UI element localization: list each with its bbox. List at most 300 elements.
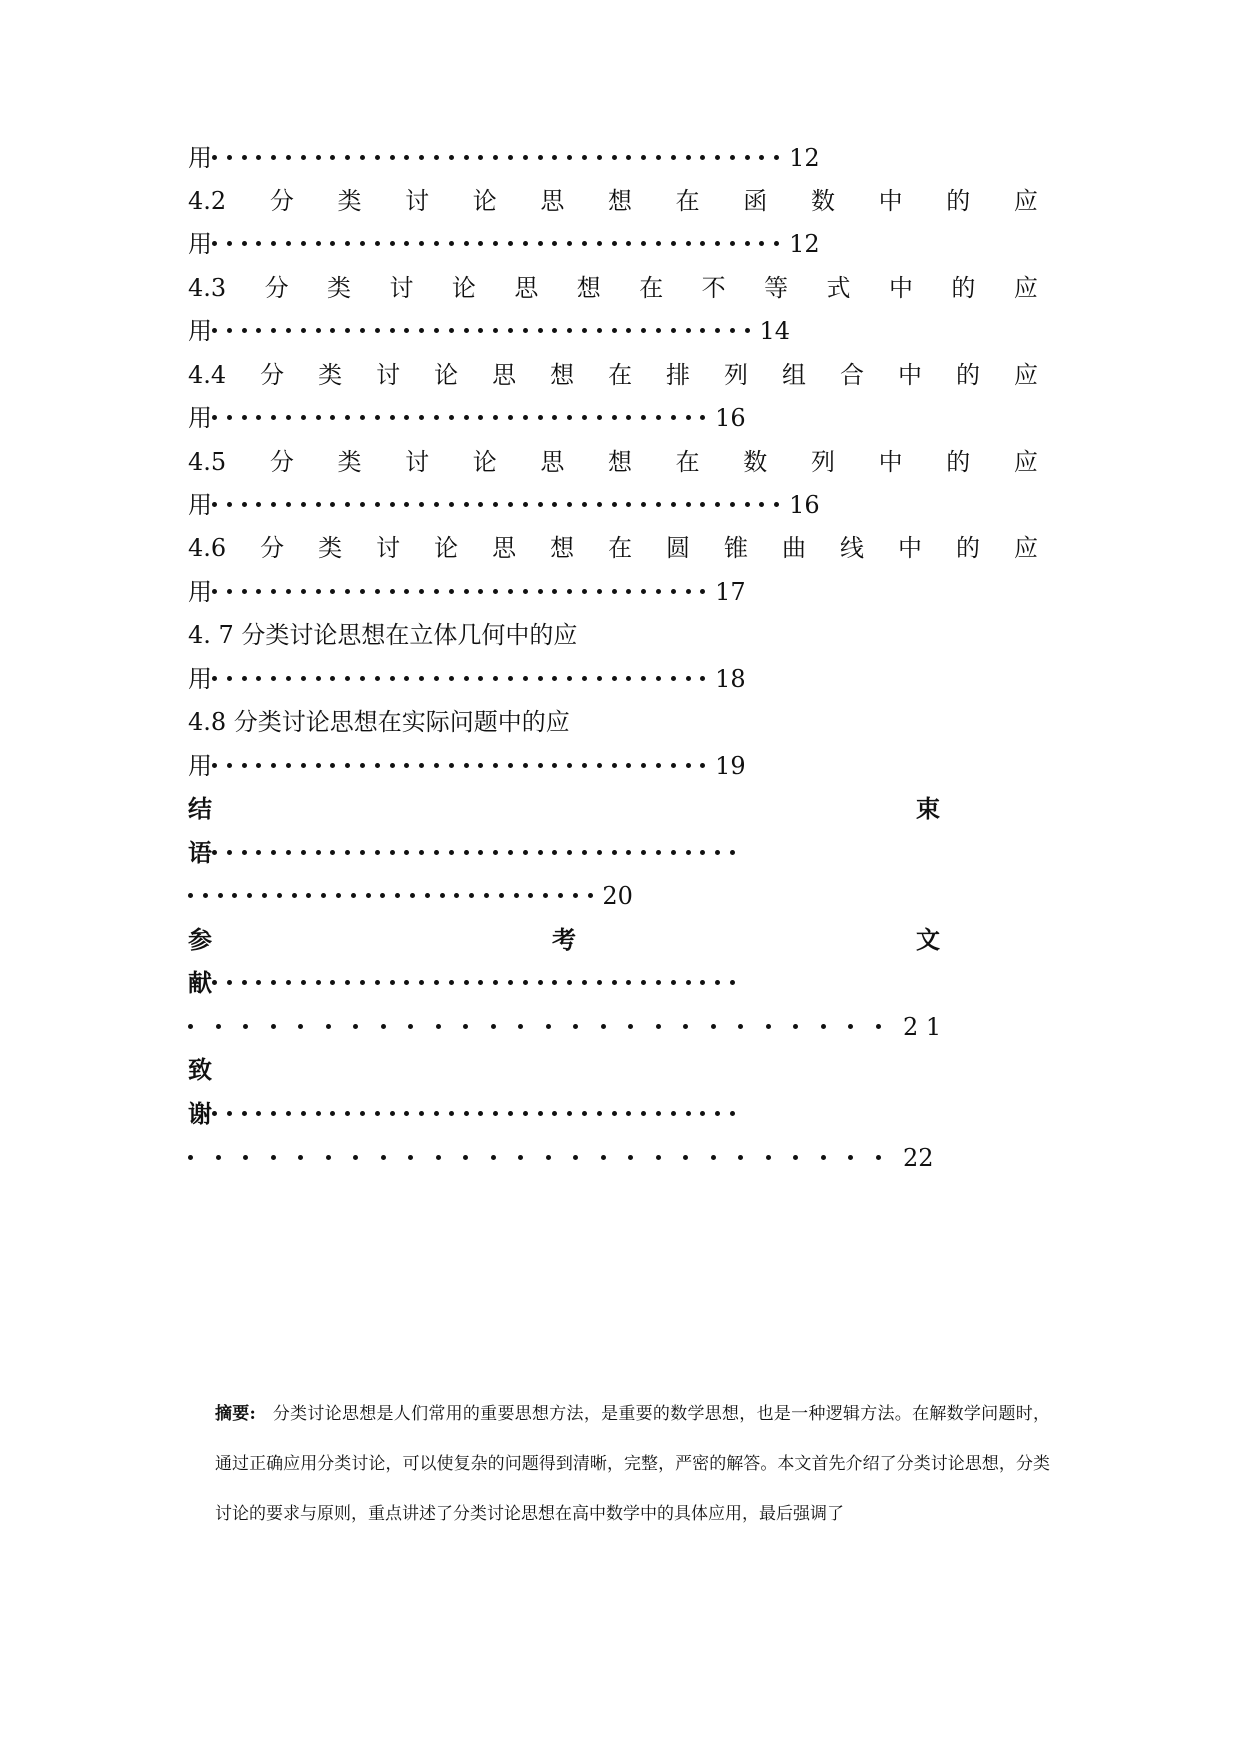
toc-char: 论 bbox=[472, 187, 497, 215]
leader-dot bbox=[395, 893, 400, 898]
leader-dot bbox=[491, 1024, 496, 1029]
toc-char: 想 bbox=[608, 448, 633, 476]
leader-dot bbox=[538, 850, 543, 855]
leader-dot bbox=[271, 980, 276, 985]
toc-entry-4-3-tail bbox=[188, 313, 790, 349]
section-number: 4.5 bbox=[188, 448, 227, 476]
leader-dot bbox=[330, 763, 335, 768]
leader-dot bbox=[469, 893, 474, 898]
leader-dot bbox=[232, 893, 237, 898]
leader-dot bbox=[316, 676, 321, 681]
leader-dot bbox=[375, 850, 380, 855]
leader-dot bbox=[375, 589, 380, 594]
leader-dot bbox=[700, 763, 705, 768]
leader-dot bbox=[582, 415, 587, 420]
leader-dot bbox=[774, 155, 779, 160]
leader-dot bbox=[345, 980, 350, 985]
leader-dot bbox=[434, 850, 439, 855]
leader-dot bbox=[700, 415, 705, 420]
section-number: 4.6 bbox=[188, 534, 227, 562]
leader-dot bbox=[375, 763, 380, 768]
toc-char: 分 bbox=[260, 534, 285, 562]
leader-dot bbox=[434, 502, 439, 507]
toc-char: 类 bbox=[318, 361, 343, 389]
leader-dot bbox=[567, 763, 572, 768]
leader-dot bbox=[434, 1111, 439, 1116]
leader-dot bbox=[408, 1024, 413, 1029]
leader-dot bbox=[628, 1024, 633, 1029]
leader-dot bbox=[508, 980, 513, 985]
leader-dot bbox=[759, 241, 764, 246]
leader-dot bbox=[626, 328, 631, 333]
leader-dot bbox=[499, 893, 504, 898]
leader-dot bbox=[212, 1111, 217, 1116]
toc-char: 思 bbox=[540, 187, 565, 215]
leader-dot bbox=[628, 1155, 633, 1160]
leader-dot bbox=[715, 155, 720, 160]
toc-entry-conclusion-tail bbox=[188, 835, 745, 871]
leader-dots bbox=[212, 140, 789, 176]
leader-dot bbox=[242, 980, 247, 985]
leader-dot bbox=[360, 676, 365, 681]
leader-dot bbox=[793, 1024, 798, 1029]
leader-dot bbox=[449, 1111, 454, 1116]
leader-dot bbox=[686, 980, 691, 985]
leader-dot bbox=[597, 589, 602, 594]
leader-dot bbox=[436, 1155, 441, 1160]
leader-dot bbox=[316, 850, 321, 855]
leader-dot bbox=[449, 589, 454, 594]
leader-dot bbox=[538, 589, 543, 594]
leader-dot bbox=[656, 1155, 661, 1160]
toc-char: 应 bbox=[1013, 274, 1038, 302]
leader-dot bbox=[271, 502, 276, 507]
leader-dot bbox=[478, 980, 483, 985]
toc-char: 分 bbox=[269, 187, 294, 215]
toc-char: 束 bbox=[916, 794, 940, 823]
leader-dot bbox=[271, 328, 276, 333]
leader-dot bbox=[316, 1111, 321, 1116]
toc-char: 在 bbox=[675, 448, 700, 476]
leader-dot bbox=[360, 1111, 365, 1116]
leader-dot bbox=[848, 1024, 853, 1029]
leader-dot bbox=[434, 241, 439, 246]
leader-dot bbox=[558, 893, 563, 898]
leader-dot bbox=[404, 328, 409, 333]
page-number: 17 bbox=[715, 578, 746, 606]
toc-char: 组 bbox=[782, 361, 807, 389]
leader-dot bbox=[523, 980, 528, 985]
leader-dot bbox=[508, 589, 513, 594]
leader-dot bbox=[626, 502, 631, 507]
leader-dot bbox=[271, 850, 276, 855]
leader-dot bbox=[478, 1111, 483, 1116]
leader-dot bbox=[360, 763, 365, 768]
leader-dot bbox=[353, 1024, 358, 1029]
leader-dots bbox=[212, 226, 789, 262]
leader-dot bbox=[582, 502, 587, 507]
leader-dot bbox=[626, 155, 631, 160]
leader-dot bbox=[582, 980, 587, 985]
leader-dot bbox=[612, 502, 617, 507]
toc-char: 合 bbox=[840, 361, 864, 389]
leader-dot bbox=[730, 1111, 735, 1116]
leader-dot bbox=[523, 415, 528, 420]
leader-dot bbox=[256, 763, 261, 768]
leader-dot bbox=[316, 241, 321, 246]
leader-dot bbox=[612, 241, 617, 246]
leader-dot bbox=[212, 415, 217, 420]
toc-char: 曲 bbox=[782, 534, 807, 562]
toc-entry-4-6 bbox=[188, 530, 1038, 566]
leader-dot bbox=[546, 1155, 551, 1160]
toc-char: 文 bbox=[916, 925, 940, 954]
leader-dot bbox=[508, 763, 513, 768]
leader-dot bbox=[552, 502, 557, 507]
leader-dot bbox=[256, 328, 261, 333]
toc-char: 圆 bbox=[666, 534, 691, 562]
leader-dot bbox=[552, 328, 557, 333]
leader-dot bbox=[464, 589, 469, 594]
toc-char: 中 bbox=[897, 534, 922, 562]
leader-dot bbox=[567, 502, 572, 507]
toc-char: 分 bbox=[260, 361, 285, 389]
leader-dot bbox=[745, 502, 750, 507]
leader-dot bbox=[375, 328, 380, 333]
leader-dot bbox=[390, 241, 395, 246]
leader-dot bbox=[212, 502, 217, 507]
leader-dot bbox=[454, 893, 459, 898]
leader-dot bbox=[552, 589, 557, 594]
leader-dot bbox=[286, 155, 291, 160]
section-number: 4.2 bbox=[188, 187, 227, 215]
leader-dot bbox=[626, 763, 631, 768]
leader-dot bbox=[227, 676, 232, 681]
leader-dot bbox=[449, 328, 454, 333]
leader-dot bbox=[375, 241, 380, 246]
toc-entry-text: 用 bbox=[188, 317, 212, 345]
toc-entry-text: 用 bbox=[188, 578, 212, 606]
leader-dot bbox=[316, 502, 321, 507]
page-number: 22 bbox=[903, 1144, 934, 1172]
leader-dot bbox=[573, 1155, 578, 1160]
leader-dot bbox=[449, 155, 454, 160]
toc-entry-thanks-tail bbox=[188, 1096, 745, 1132]
leader-dot bbox=[286, 676, 291, 681]
leader-dot bbox=[345, 589, 350, 594]
leader-dot bbox=[188, 1155, 193, 1160]
leader-dot bbox=[262, 893, 267, 898]
toc-char: 讨 bbox=[376, 534, 401, 562]
leader-dot bbox=[301, 502, 306, 507]
leader-dot bbox=[242, 155, 247, 160]
leader-dot bbox=[626, 676, 631, 681]
toc-char: 类 bbox=[327, 274, 352, 302]
leader-dot bbox=[552, 676, 557, 681]
toc-char: 中 bbox=[878, 187, 903, 215]
toc-entry-text: 用 bbox=[188, 404, 212, 432]
leader-dot bbox=[493, 155, 498, 160]
leader-dot bbox=[686, 676, 691, 681]
toc-entry-conclusion-page bbox=[188, 878, 633, 914]
leader-dot bbox=[353, 1155, 358, 1160]
leader-dot bbox=[463, 1155, 468, 1160]
leader-dot bbox=[626, 415, 631, 420]
leader-dot bbox=[493, 415, 498, 420]
leader-dot bbox=[227, 850, 232, 855]
toc-char: 的 bbox=[946, 448, 971, 476]
leader-dot bbox=[683, 1024, 688, 1029]
leader-dot bbox=[508, 1111, 513, 1116]
leader-dot bbox=[686, 589, 691, 594]
leader-dot bbox=[360, 241, 365, 246]
page-number: 2 1 bbox=[903, 1013, 942, 1041]
leader-dot bbox=[464, 763, 469, 768]
toc-char: 想 bbox=[550, 534, 575, 562]
leader-dot bbox=[434, 415, 439, 420]
leader-dot bbox=[277, 893, 282, 898]
leader-dot bbox=[582, 155, 587, 160]
leader-dot bbox=[375, 502, 380, 507]
leader-dot bbox=[375, 980, 380, 985]
leader-dot bbox=[567, 850, 572, 855]
leader-dot bbox=[408, 1155, 413, 1160]
leader-dot bbox=[626, 980, 631, 985]
page-number: 14 bbox=[759, 317, 791, 345]
leader-dot bbox=[345, 155, 350, 160]
leader-dot bbox=[671, 676, 676, 681]
leader-dots bbox=[212, 1096, 745, 1132]
leader-dot bbox=[552, 241, 557, 246]
leader-dot bbox=[419, 1111, 424, 1116]
leader-dot bbox=[876, 1024, 881, 1029]
leader-dot bbox=[759, 502, 764, 507]
leader-dot bbox=[493, 241, 498, 246]
leader-dot bbox=[298, 1155, 303, 1160]
leader-dots bbox=[212, 661, 715, 697]
toc-char: 分 bbox=[269, 448, 294, 476]
leader-dot bbox=[256, 241, 261, 246]
leader-dot bbox=[493, 850, 498, 855]
leader-dot bbox=[715, 980, 720, 985]
leader-dot bbox=[271, 589, 276, 594]
leader-dot bbox=[612, 1111, 617, 1116]
leader-dot bbox=[582, 850, 587, 855]
leader-dot bbox=[641, 415, 646, 420]
leader-dot bbox=[390, 763, 395, 768]
leader-dot bbox=[686, 155, 691, 160]
leader-dot bbox=[582, 1111, 587, 1116]
leader-dot bbox=[212, 241, 217, 246]
page-number: 20 bbox=[602, 882, 633, 910]
leader-dot bbox=[641, 763, 646, 768]
page-number: 16 bbox=[715, 404, 746, 432]
leader-dot bbox=[478, 328, 483, 333]
toc-char: 谢 bbox=[188, 1099, 212, 1128]
leader-dot bbox=[419, 241, 424, 246]
leader-dot bbox=[730, 850, 735, 855]
leader-dot bbox=[434, 763, 439, 768]
leader-dot bbox=[256, 676, 261, 681]
leader-dot bbox=[227, 502, 232, 507]
leader-dot bbox=[493, 1111, 498, 1116]
leader-dot bbox=[626, 850, 631, 855]
leader-dot bbox=[227, 415, 232, 420]
leader-dot bbox=[493, 763, 498, 768]
leader-dot bbox=[425, 893, 430, 898]
leader-dot bbox=[434, 980, 439, 985]
leader-dot bbox=[508, 155, 513, 160]
leader-dot bbox=[546, 1024, 551, 1029]
leader-dot bbox=[464, 1111, 469, 1116]
toc-char: 论 bbox=[472, 448, 497, 476]
leader-dot bbox=[330, 241, 335, 246]
leader-dot bbox=[390, 676, 395, 681]
leader-dot bbox=[212, 980, 217, 985]
leader-dot bbox=[256, 502, 261, 507]
leader-dot bbox=[330, 589, 335, 594]
leader-dot bbox=[478, 155, 483, 160]
leader-dot bbox=[345, 328, 350, 333]
page-number: 18 bbox=[715, 665, 746, 693]
leader-dot bbox=[700, 676, 705, 681]
leader-dot bbox=[434, 589, 439, 594]
leader-dot bbox=[286, 589, 291, 594]
leader-dot bbox=[671, 980, 676, 985]
leader-dot bbox=[464, 415, 469, 420]
leader-dot bbox=[730, 328, 735, 333]
toc-char: 列 bbox=[810, 448, 835, 476]
toc-char: 类 bbox=[318, 534, 343, 562]
leader-dot bbox=[271, 155, 276, 160]
leader-dot bbox=[567, 328, 572, 333]
leader-dot bbox=[330, 850, 335, 855]
leader-dot bbox=[242, 502, 247, 507]
toc-char: 论 bbox=[434, 534, 459, 562]
leader-dot bbox=[449, 415, 454, 420]
leader-dot bbox=[671, 502, 676, 507]
leader-dot bbox=[271, 415, 276, 420]
leader-dot bbox=[218, 893, 223, 898]
leader-dot bbox=[523, 502, 528, 507]
toc-entry-4-8-tail bbox=[188, 748, 746, 784]
leader-dot bbox=[360, 328, 365, 333]
leader-dot bbox=[588, 893, 593, 898]
leader-dot bbox=[538, 676, 543, 681]
leader-dot bbox=[449, 850, 454, 855]
leader-dot bbox=[641, 328, 646, 333]
toc-entry-4-8: 4.8 分类讨论思想在实际问题中的应 bbox=[188, 708, 570, 736]
leader-dot bbox=[573, 1024, 578, 1029]
leader-dot bbox=[449, 763, 454, 768]
toc-entry-text: 用 bbox=[188, 144, 212, 172]
toc-char: 的 bbox=[955, 534, 980, 562]
leader-dot bbox=[518, 1155, 523, 1160]
leader-dot bbox=[434, 328, 439, 333]
leader-dot bbox=[686, 415, 691, 420]
leader-dot bbox=[227, 763, 232, 768]
leader-dot bbox=[242, 415, 247, 420]
leader-dot bbox=[242, 676, 247, 681]
leader-dot bbox=[484, 893, 489, 898]
leader-dot bbox=[567, 676, 572, 681]
leader-dot bbox=[188, 893, 193, 898]
toc-char: 应 bbox=[1013, 187, 1038, 215]
leader-dot bbox=[316, 415, 321, 420]
toc-char: 不 bbox=[701, 274, 726, 302]
abstract bbox=[215, 1389, 1050, 1539]
leader-dot bbox=[256, 850, 261, 855]
leader-dot bbox=[286, 328, 291, 333]
leader-dot bbox=[390, 1111, 395, 1116]
leader-dot bbox=[345, 1111, 350, 1116]
leader-dot bbox=[597, 155, 602, 160]
leader-dot bbox=[380, 893, 385, 898]
leader-dot bbox=[523, 589, 528, 594]
section-number: 4.4 bbox=[188, 361, 227, 389]
toc-char: 结 bbox=[188, 794, 212, 823]
toc-char: 等 bbox=[764, 274, 789, 302]
toc-char: 函 bbox=[743, 187, 768, 215]
leader-dot bbox=[656, 1024, 661, 1029]
leader-dot bbox=[212, 589, 217, 594]
leader-dot bbox=[404, 502, 409, 507]
leader-dot bbox=[316, 155, 321, 160]
leader-dot bbox=[538, 415, 543, 420]
leader-dot bbox=[330, 415, 335, 420]
leader-dot bbox=[419, 415, 424, 420]
leader-dots bbox=[212, 487, 789, 523]
leader-dot bbox=[493, 502, 498, 507]
toc-char: 在 bbox=[608, 534, 633, 562]
leader-dot bbox=[449, 676, 454, 681]
leader-dot bbox=[271, 763, 276, 768]
leader-dots bbox=[212, 313, 759, 349]
leader-dot bbox=[242, 763, 247, 768]
leader-dot bbox=[390, 502, 395, 507]
leader-dot bbox=[242, 850, 247, 855]
leader-dot bbox=[612, 328, 617, 333]
leader-dot bbox=[700, 155, 705, 160]
leader-dot bbox=[381, 1024, 386, 1029]
leader-dot bbox=[730, 980, 735, 985]
leader-dot bbox=[404, 415, 409, 420]
leader-dot bbox=[493, 589, 498, 594]
leader-dot bbox=[686, 502, 691, 507]
toc-entry-4-1-tail bbox=[188, 140, 820, 176]
leader-dot bbox=[582, 328, 587, 333]
leader-dot bbox=[390, 980, 395, 985]
leader-dot bbox=[419, 763, 424, 768]
toc-entry-4-7: 4. 7 分类讨论思想在立体几何中的应 bbox=[188, 621, 578, 649]
leader-dot bbox=[321, 893, 326, 898]
leader-dot bbox=[203, 893, 208, 898]
leader-dot bbox=[567, 980, 572, 985]
leader-dot bbox=[298, 1024, 303, 1029]
leader-dot bbox=[301, 415, 306, 420]
toc-char: 式 bbox=[826, 274, 851, 302]
leader-dot bbox=[671, 763, 676, 768]
leader-dot bbox=[508, 415, 513, 420]
leader-dot bbox=[366, 893, 371, 898]
leader-dot bbox=[612, 980, 617, 985]
leader-dot bbox=[671, 241, 676, 246]
leader-dot bbox=[478, 241, 483, 246]
toc-char: 思 bbox=[540, 448, 565, 476]
leader-dot bbox=[404, 155, 409, 160]
leader-dot bbox=[552, 763, 557, 768]
leader-dot bbox=[271, 241, 276, 246]
